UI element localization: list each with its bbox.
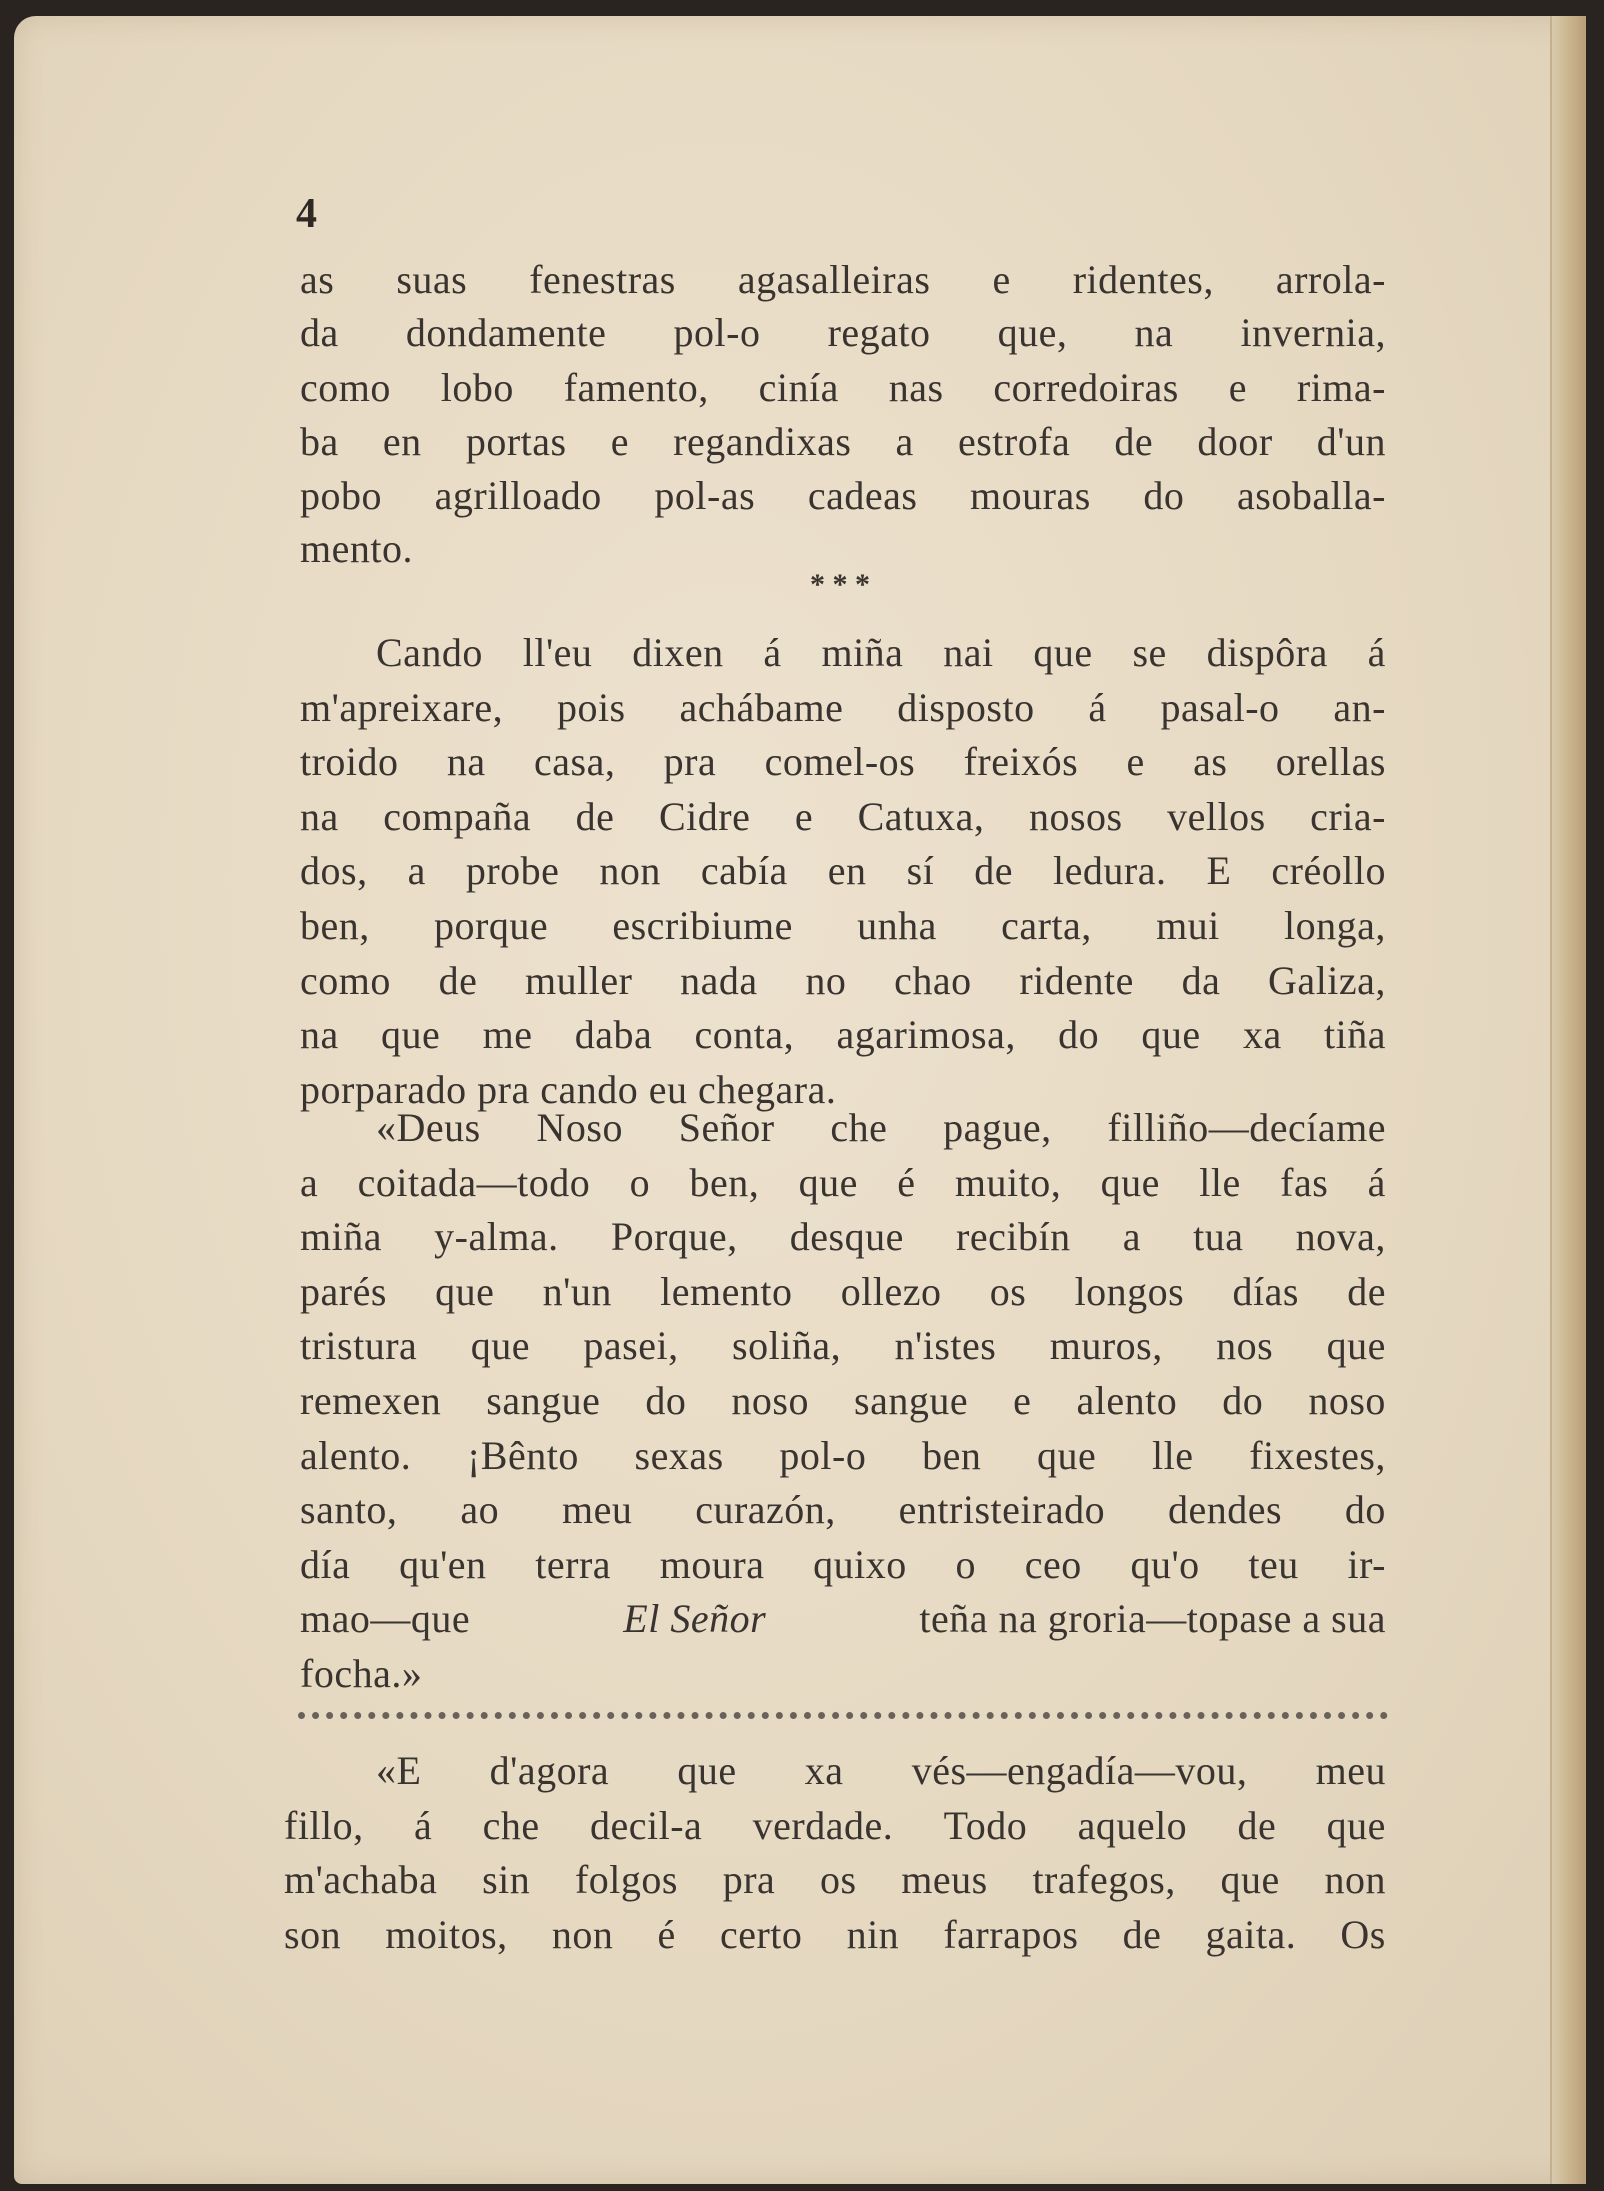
text-line: da dondamente pol-o regato que, na invernia, xyxy=(300,310,1386,355)
text-run: mao—que xyxy=(300,1596,481,1641)
text-line: fillo, á che decil-a verdade. Todo aquelo de que xyxy=(284,1803,1386,1848)
text-run: teña na groria—topase a sua xyxy=(908,1596,1386,1641)
text-line: «Deus Noso Señor che pague, filliño—decíame xyxy=(376,1105,1386,1150)
page-number: 4 xyxy=(296,191,318,237)
text-line: mento. xyxy=(300,526,413,571)
text-line-with-italic xyxy=(300,1593,1386,1645)
text-line: m'apreixare, pois achábame disposto á pasal-o an- xyxy=(300,685,1386,730)
text-line: focha.» xyxy=(300,1651,423,1696)
text-line: remexen sangue do noso sangue e alento do noso xyxy=(300,1378,1386,1423)
text-line: miña y-alma. Porque, desque recibín a tua nova, xyxy=(300,1214,1386,1259)
text-line: na que me daba conta, agarimosa, do que xa tiña xyxy=(300,1012,1386,1057)
text-line: troido na casa, pra comel-os freixós e as orellas xyxy=(300,739,1386,784)
text-line: a coitada—todo o ben, que é muito, que lle fas á xyxy=(300,1160,1386,1205)
text-line: como de muller nada no chao ridente da Galiza, xyxy=(300,958,1386,1003)
text-line: m'achaba sin folgos pra os meus trafegos, que non xyxy=(284,1857,1386,1902)
text-line: son moitos, non é certo nin farrapos de gaita. Os xyxy=(284,1912,1386,1957)
text-line: «E d'agora que xa vés—engadía—vou, meu xyxy=(376,1748,1386,1793)
text-line: pobo agrilloado pol-as cadeas mouras do asoballa- xyxy=(300,473,1386,518)
text-line: alento. ¡Bênto sexas pol-o ben que lle fixestes, xyxy=(300,1433,1386,1478)
text-line: día qu'en terra moura quixo o ceo qu'o teu ir- xyxy=(300,1542,1386,1587)
page-edge xyxy=(1550,16,1586,2184)
italic-phrase: El Señor xyxy=(623,1596,767,1641)
text-line: parés que n'un lemento ollezo os longos días de xyxy=(300,1269,1386,1314)
text-line: tristura que pasei, soliña, n'istes muros, nos que xyxy=(300,1323,1386,1368)
text-line: porparado pra cando eu chegara. xyxy=(300,1067,837,1112)
text-line: santo, ao meu curazón, entristeirado dendes do xyxy=(300,1487,1386,1532)
text-line: dos, a probe non cabía en sí de ledura. E créollo xyxy=(300,848,1386,893)
text-line: ben, porque escribiume unha carta, mui longa, xyxy=(300,903,1386,948)
dotted-separator xyxy=(298,1712,1388,1719)
text-line: as suas fenestras agasalleiras e ridentes, arrola- xyxy=(300,257,1386,302)
text-line: Cando ll'eu dixen á miña nai que se dispôra á xyxy=(376,630,1386,675)
section-asterism: * * * xyxy=(810,568,870,601)
text-line: na compaña de Cidre e Catuxa, nosos vellos cria- xyxy=(300,794,1386,839)
text-line: como lobo famento, cinía nas corredoiras e rima- xyxy=(300,365,1386,410)
text-line: ba en portas e regandixas a estrofa de door d'un xyxy=(300,419,1386,464)
